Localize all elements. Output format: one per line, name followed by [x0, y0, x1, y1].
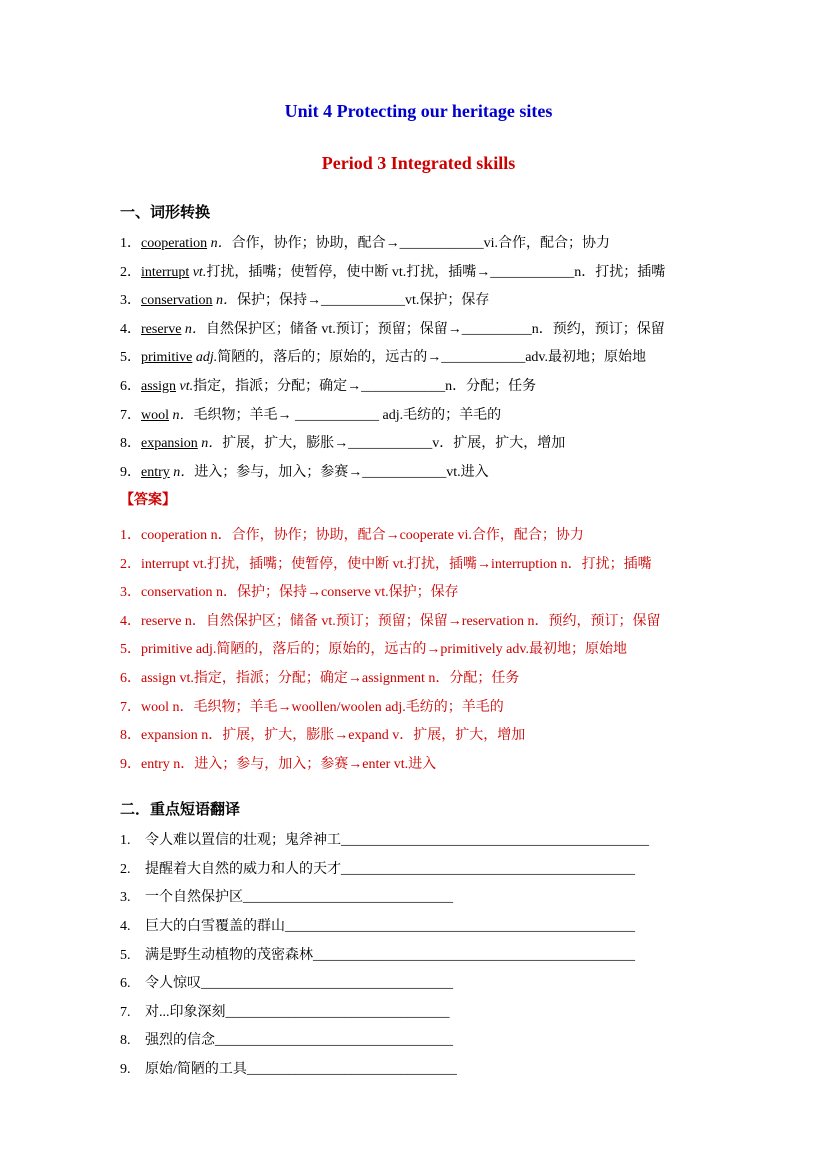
item-number: 3.: [120, 890, 131, 906]
phrase-list: [120, 827, 717, 1084]
answer-item: 1．cooperation n．合作，协作；协助，配合→cooperate vi.合作，配合；协力: [120, 527, 584, 543]
question-item: [120, 402, 717, 431]
pos-label: vt.: [189, 264, 207, 280]
item-number: 8.: [120, 1033, 131, 1049]
pos-label: n．: [207, 236, 232, 251]
item-body: 自然保护区；储备 vt.预订；预留；保留→__________n．预约，预订；保留: [205, 321, 665, 337]
item-number: 7.: [120, 1004, 131, 1020]
phrase-item: [120, 884, 717, 913]
fill-blank-line: __________________________________: [215, 1033, 453, 1049]
item-number: 8．: [120, 436, 141, 452]
item-body: 进入；参与，加入；参赛→____________vt.进入: [194, 464, 489, 480]
headword: primitive: [141, 350, 193, 366]
headword: wool: [141, 407, 169, 423]
pos-label: vt.: [176, 378, 194, 394]
pos-label: n．: [212, 293, 238, 309]
phrase-item: [120, 827, 717, 856]
section-phrase-translation: [120, 799, 717, 1084]
item-number: 5．: [120, 350, 141, 366]
question-item: [120, 287, 717, 316]
phrase-text: 满是野生动植物的茂密森林: [145, 947, 313, 963]
phrase-item: [120, 999, 717, 1028]
answer-item: 2．interrupt vt.打扰，插嘴；使暂停，使中断 vt.打扰，插嘴→interruption n．打扰；插嘴: [120, 556, 652, 572]
phrase-text: 对...印象深刻: [145, 1004, 226, 1020]
item-number: 1.: [120, 833, 131, 849]
section1-heading: 一、词形转换: [120, 205, 211, 221]
item-number: 4．: [120, 321, 141, 337]
item-number: 6.: [120, 976, 131, 992]
phrase-text: 强烈的信念: [145, 1033, 215, 1049]
phrase-text: 一个自然保护区: [145, 890, 243, 906]
headword: interrupt: [141, 264, 190, 280]
fill-blank-line: __________________________________________________: [285, 919, 635, 935]
pos-label: adj.: [192, 350, 218, 366]
answer-item: 8．expansion n．扩展，扩大，膨胀→expand v．扩展，扩大，增加: [120, 728, 526, 744]
answer-list: [120, 522, 717, 779]
answer-item: 6．assign vt.指定，指派；分配；确定→assignment n．分配；任务: [120, 670, 520, 686]
pos-label: n．: [169, 464, 195, 480]
question-item: [120, 373, 717, 402]
fill-blank-line: ____________________________________: [201, 976, 453, 992]
phrase-text: 原始/简陋的工具: [145, 1062, 247, 1078]
item-number: 3．: [120, 293, 141, 309]
phrase-item: [120, 913, 717, 942]
phrase-item: [120, 856, 717, 885]
item-number: 5.: [120, 947, 131, 963]
headword: conservation: [141, 293, 213, 309]
question-item: [120, 430, 717, 459]
item-number: 6．: [120, 378, 141, 394]
item-body: 扩展，扩大，膨胀→____________v．扩展，扩大，增加: [222, 436, 566, 452]
item-number: 4.: [120, 919, 131, 935]
fill-blank-line: ______________________________: [246, 1062, 457, 1078]
question-item: [120, 459, 717, 488]
headword: expansion: [141, 436, 198, 452]
item-number: 7．: [120, 407, 141, 423]
item-body: 指定，指派；分配；确定→____________n．分配；任务: [193, 378, 537, 394]
item-number: 9．: [120, 464, 141, 480]
question-item: [120, 344, 717, 373]
item-body: 毛织物；羊毛→ ____________ adj.毛纺的；羊毛的: [193, 407, 502, 423]
answer-item: 5．primitive adj.简陋的，落后的；原始的，远古的→primitively adv.最初地；原始地: [120, 642, 627, 658]
phrase-item: [120, 970, 717, 999]
answer-item: 3．conservation n．保护；保持→conserve vt.保护；保存: [120, 585, 459, 601]
headword: entry: [141, 464, 170, 480]
item-body: 合作，协作；协助，配合→____________vi.合作，配合；协力: [231, 236, 610, 251]
headword: assign: [141, 378, 176, 394]
question-item: [120, 230, 717, 259]
page-title: Unit 4 Protecting our heritage sites: [284, 101, 553, 121]
item-number: 9.: [120, 1062, 131, 1078]
headword: cooperation: [141, 236, 208, 251]
question-item: [120, 316, 717, 345]
answer-item: 4．reserve n．自然保护区；储备 vt.预订；预留；保留→reservation n．预约，预订；保留: [120, 613, 661, 629]
fill-blank-line: ____________________________________________: [341, 833, 649, 849]
answer-item: 7．wool n．毛织物；羊毛→woollen/woolen adj.毛纺的；羊毛的: [120, 699, 504, 715]
item-number: 2．: [120, 264, 141, 280]
fill-blank-line: ______________________________: [243, 890, 453, 906]
phrase-text: 令人惊叹: [145, 976, 201, 992]
item-number: 2.: [120, 861, 131, 877]
section2-heading: 二．重点短语翻译: [120, 802, 241, 819]
item-body: 打扰，插嘴；使暂停，使中断 vt.打扰，插嘴→____________n．打扰；插嘴: [206, 264, 666, 280]
page-subtitle: Period 3 Integrated skills: [321, 153, 516, 173]
headword: reserve: [141, 321, 182, 337]
item-body: 简陋的，落后的；原始的，远古的→____________adv.最初地；原始地: [217, 350, 647, 366]
phrase-text: 令人难以置信的壮观；鬼斧神工: [145, 833, 341, 849]
fill-blank-line: ______________________________________________: [313, 947, 635, 963]
phrase-item: [120, 1056, 717, 1085]
phrase-text: 巨大的白雪覆盖的群山: [145, 919, 285, 935]
fill-blank-line: ________________________________: [225, 1004, 450, 1020]
fill-blank-line: __________________________________________: [341, 861, 635, 877]
pos-label: n．: [169, 407, 194, 423]
question-item: [120, 259, 717, 288]
phrase-item: [120, 942, 717, 971]
item-number: 1．: [120, 236, 141, 251]
phrase-text: 提醒着大自然的威力和人的天才: [145, 861, 341, 877]
section-word-forms: [120, 202, 717, 779]
answers-label: 【答案】: [120, 493, 176, 509]
item-body: 保护；保持→____________vt.保护；保存: [237, 293, 490, 309]
question-list: [120, 230, 717, 487]
phrase-item: [120, 1027, 717, 1056]
pos-label: n．: [181, 321, 206, 337]
answer-item: 9．entry n．进入；参与，加入；参赛→enter vt.进入: [120, 756, 437, 772]
pos-label: n．: [197, 436, 223, 452]
